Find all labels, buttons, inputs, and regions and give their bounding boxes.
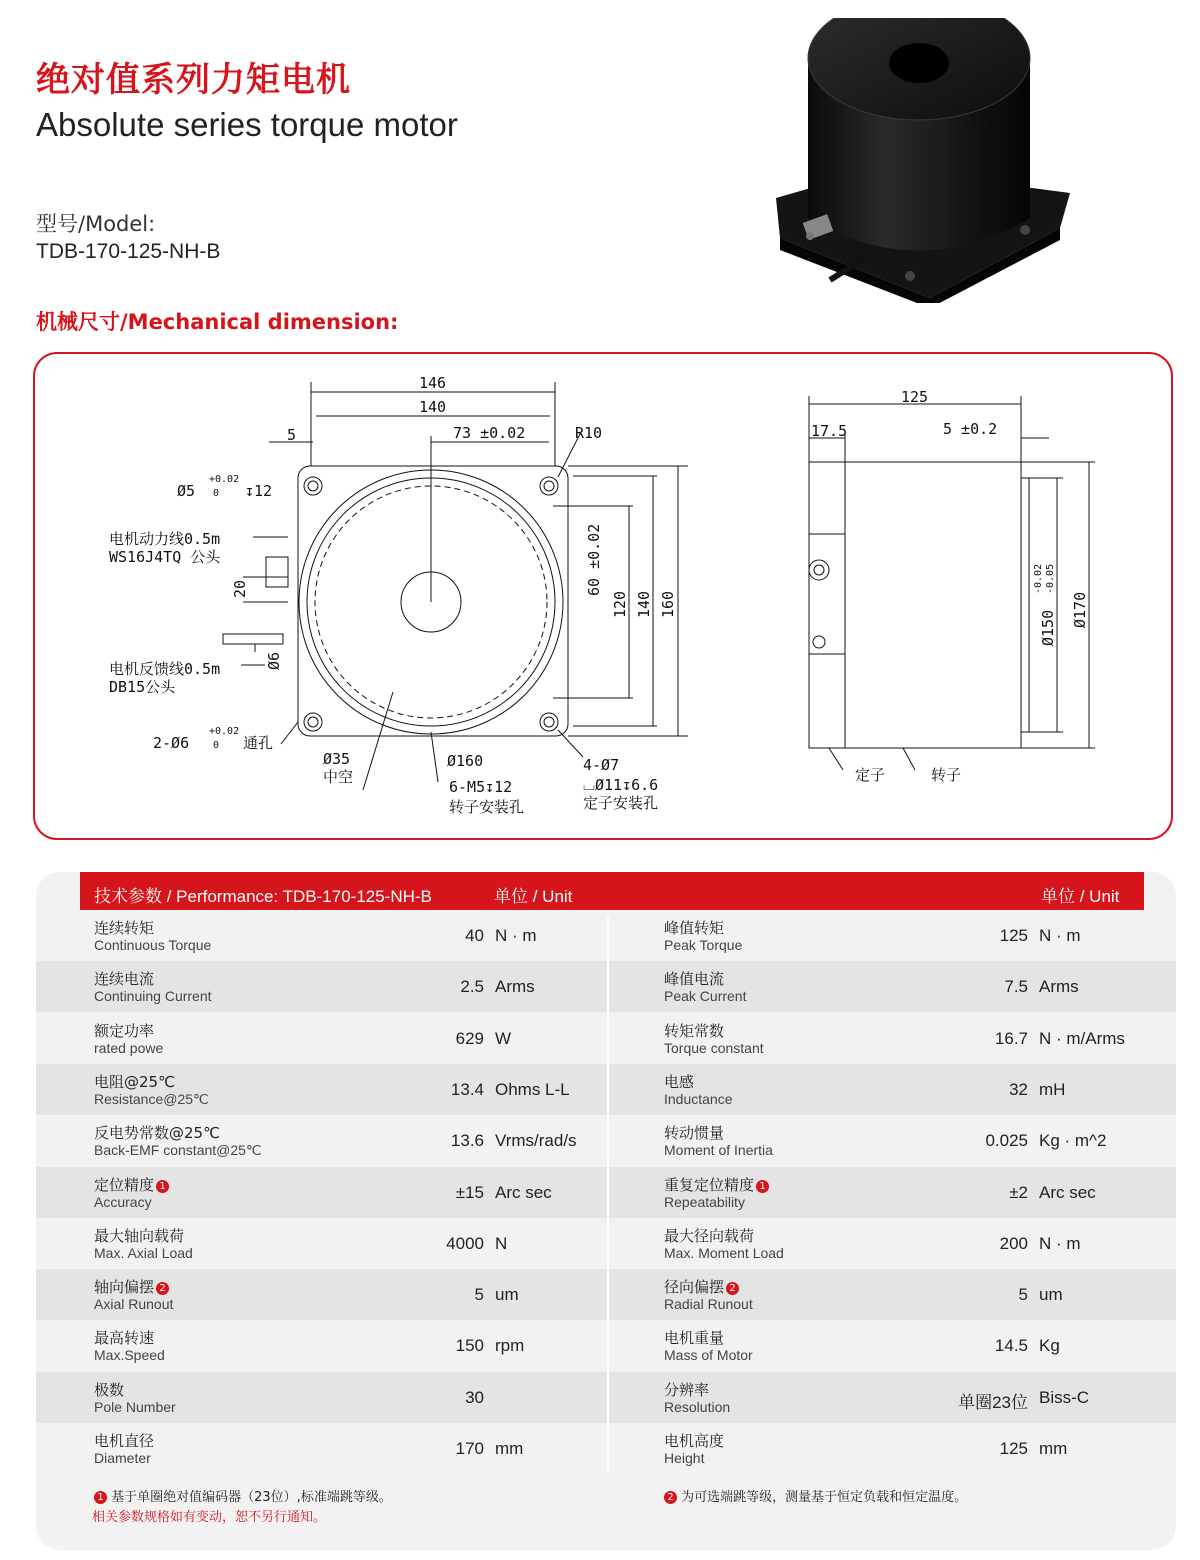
param-name-en-text: rated powe (94, 1039, 164, 1056)
param-value (908, 1029, 1028, 1049)
param-name-cn-text: 连续电流 (94, 970, 155, 989)
hole-phi5-depth: ↧12 (245, 482, 273, 500)
param-value (364, 1285, 484, 1305)
mechanical-drawing (33, 352, 1173, 840)
param-value-text: 5 (1018, 1285, 1028, 1305)
param-unit-text: Kg (1039, 1336, 1060, 1356)
param-value (364, 1183, 484, 1203)
footnote-2 (662, 1486, 967, 1505)
param-name-cn (664, 1327, 724, 1348)
hole-phi5-tol-top: +0.02 (209, 474, 240, 485)
dim-5-tol: 5 ±0.2 (943, 420, 998, 438)
table-row (36, 1115, 1176, 1166)
param-unit (1039, 1336, 1060, 1356)
param-name-en (94, 1347, 165, 1363)
dim-6: Ø6 (265, 651, 283, 670)
footnote-marker: 2 (726, 1282, 739, 1295)
param-name-cn-text: 最大径向载荷 (664, 1226, 755, 1245)
param-unit-text: Ohms L-L (495, 1079, 570, 1099)
footnote-marker: 1 (156, 1180, 169, 1193)
param-name-en (664, 1142, 773, 1158)
model-value: TDB-170-125-NH-B (36, 240, 221, 263)
param-name-en (664, 1450, 704, 1466)
table-row (36, 1013, 1176, 1064)
param-name-en-text: Max. Moment Load (664, 1244, 784, 1261)
table-row (36, 1372, 1176, 1423)
param-name-cn-text: 重复定位精度 (664, 1175, 755, 1194)
hollow-label: 中空 (323, 768, 354, 786)
param-name-cn (664, 1225, 754, 1246)
dim-140v: 140 (635, 590, 653, 618)
rotor-holes-spec: 6-M5↧12 (449, 778, 513, 796)
dim-5: 5 (287, 426, 297, 444)
footnote-1 (92, 1486, 392, 1505)
rotor-label: 转子 (931, 766, 962, 784)
performance-header-unit-right: 单位 / Unit (1041, 887, 1120, 906)
dim-r10: R10 (575, 424, 603, 442)
param-name-cn-text: 转动惯量 (664, 1124, 725, 1143)
param-name-en (94, 1194, 152, 1210)
param-name-cn (94, 1379, 124, 1400)
param-name-en (664, 1296, 753, 1312)
param-name-cn (664, 917, 724, 938)
performance-header (80, 872, 1144, 910)
param-name-cn (664, 968, 724, 989)
performance-header-unit-left: 单位 / Unit (494, 887, 573, 906)
feedback-cable-label: 电机反馈线0.5m (109, 660, 221, 678)
param-value-text: 13.6 (450, 1131, 484, 1151)
param-unit (1039, 1388, 1089, 1408)
param-value (908, 1131, 1028, 1151)
param-name-en (664, 988, 746, 1004)
param-value (908, 1388, 1028, 1413)
param-name-cn (664, 1020, 724, 1041)
param-name-en (664, 1040, 764, 1056)
param-unit-text: rpm (495, 1336, 525, 1356)
dim-146: 146 (419, 374, 447, 392)
param-name-en (94, 1142, 262, 1159)
param-value (908, 1234, 1028, 1254)
table-row (36, 1064, 1176, 1115)
param-name-cn-text: 连续转矩 (94, 919, 155, 937)
table-row (36, 1269, 1176, 1320)
table-row (36, 1423, 1176, 1474)
param-name-cn (664, 1174, 769, 1195)
param-name-cn (664, 1430, 724, 1451)
param-name-en-text: Axial Runout (94, 1296, 174, 1313)
param-name-cn (664, 1071, 694, 1092)
param-unit-text: mm (495, 1439, 524, 1458)
param-value-text: 32 (1009, 1079, 1028, 1099)
table-row (36, 1218, 1176, 1269)
param-name-en (664, 1399, 730, 1415)
dim-150-tol-bot: -0.05 (1045, 563, 1056, 594)
pin-hole-suffix: 通孔 (243, 734, 274, 752)
param-unit (495, 1029, 511, 1049)
dim-150: Ø150 (1039, 609, 1057, 646)
param-name-en-text: Height (664, 1450, 705, 1466)
param-name-cn (94, 917, 154, 938)
param-unit-text: Arms (495, 977, 535, 997)
footnote-marker: 2 (156, 1282, 169, 1295)
table-row (36, 1320, 1176, 1371)
param-name-cn (94, 1430, 154, 1451)
param-name-cn-text: 电阻@25℃ (94, 1072, 175, 1091)
param-unit (495, 1285, 519, 1305)
param-value-text: 200 (999, 1233, 1028, 1253)
power-cable-label: 电机动力线0.5m (109, 530, 221, 548)
param-value-text: 170 (455, 1439, 484, 1458)
param-value-text: 125 (999, 1439, 1028, 1458)
param-unit-text: N (495, 1233, 508, 1253)
param-name-en-text: Continuing Current (94, 988, 212, 1005)
dim-120: 120 (611, 590, 629, 618)
param-unit-text: Arc sec (1039, 1182, 1096, 1202)
rotor-holes-label: 转子安装孔 (449, 798, 525, 816)
footnote-2-badge: 2 (664, 1491, 677, 1504)
param-unit-text: W (495, 1028, 512, 1048)
performance-table (36, 872, 1176, 1550)
param-unit (1039, 1234, 1081, 1254)
param-value-text: 629 (455, 1028, 484, 1048)
footnote-disclaimer: 相关参数规格如有变动，恕不另行通知。 (92, 1510, 327, 1525)
param-name-cn-text: 电机重量 (664, 1329, 725, 1348)
param-value-text: 14.5 (994, 1336, 1028, 1356)
param-unit (1039, 1131, 1107, 1151)
param-name-cn-text: 电机高度 (664, 1432, 725, 1450)
param-unit (1039, 977, 1079, 997)
param-name-cn-text: 极数 (94, 1380, 125, 1399)
param-value-text: 7.5 (1004, 977, 1028, 997)
param-name-cn-text: 最大轴向载荷 (94, 1226, 185, 1245)
param-name-cn (94, 968, 154, 989)
param-name-cn-text: 最高转速 (94, 1329, 155, 1348)
param-name-en-text: Resistance@25℃ (94, 1090, 209, 1107)
param-name-en-text: Resolution (664, 1398, 731, 1415)
table-row (36, 1167, 1176, 1218)
dim-170: Ø170 (1071, 591, 1089, 628)
param-name-en-text: Inductance (664, 1090, 733, 1107)
param-value (364, 1388, 484, 1408)
param-name-cn-text: 定位精度 (94, 1175, 155, 1194)
param-value-text: 5 (474, 1285, 484, 1305)
param-name-cn-text: 转矩常数 (664, 1021, 725, 1040)
param-name-cn-text: 分辨率 (664, 1380, 710, 1399)
param-value (908, 1336, 1028, 1356)
param-unit-text: um (1039, 1285, 1063, 1305)
param-name-en (94, 1450, 151, 1466)
param-unit-text: um (495, 1285, 519, 1305)
param-value (364, 1029, 484, 1049)
dim-140: 140 (419, 398, 447, 416)
dim-20: 20 (231, 579, 249, 598)
param-name-cn-text: 峰值电流 (664, 970, 725, 989)
column-divider (607, 916, 609, 1472)
page-title-en: Absolute series torque motor (36, 106, 458, 143)
param-unit-text: mm (1039, 1439, 1068, 1458)
param-name-cn (664, 1122, 724, 1143)
footnote-marker: 1 (756, 1180, 769, 1193)
param-value (908, 977, 1028, 997)
param-name-en (94, 988, 212, 1004)
pin-hole: 2-Ø6 (153, 734, 190, 752)
param-unit (1039, 1183, 1096, 1203)
param-name-en-text: Max. Axial Load (94, 1244, 193, 1261)
param-unit (495, 1080, 570, 1100)
param-unit (1039, 1029, 1125, 1049)
param-value (908, 1183, 1028, 1203)
param-name-cn (94, 1020, 154, 1041)
param-name-en-text: Radial Runout (664, 1296, 753, 1313)
param-unit (495, 926, 537, 946)
pin-hole-tol-top: +0.02 (209, 726, 240, 737)
stator-holes-cbore: ⌴Ø11↧6.6 (583, 776, 659, 794)
param-name-cn (664, 1379, 709, 1400)
param-name-en-text: Diameter (94, 1450, 151, 1466)
param-name-en-text: Mass of Motor (664, 1347, 753, 1364)
param-name-cn-text: 电机直径 (94, 1432, 155, 1450)
param-unit (495, 1183, 552, 1203)
table-row (36, 910, 1176, 961)
param-value-text: 单圈23位 (958, 1392, 1028, 1412)
param-value-text: 125 (999, 926, 1028, 945)
table-row (36, 961, 1176, 1012)
power-cable-connector: WS16J4TQ 公头 (109, 548, 221, 566)
param-value (364, 1439, 484, 1459)
feedback-cable-connector: DB15公头 (109, 678, 176, 696)
param-name-cn (664, 1276, 739, 1297)
footnote-2-text: 为可选端跳等级，测量基于恒定负载和恒定温度。 (681, 1490, 968, 1505)
param-name-cn (94, 1174, 169, 1195)
param-unit (1039, 926, 1081, 946)
param-unit (495, 1439, 523, 1459)
param-value-text: 0.025 (985, 1131, 1028, 1151)
param-name-en-text: Max.Speed (94, 1347, 165, 1364)
param-name-cn (94, 1122, 220, 1143)
param-unit (1039, 1285, 1063, 1305)
param-unit (495, 1131, 577, 1151)
footnote-1-badge: 1 (94, 1491, 107, 1504)
dim-150-tol-top: -0.02 (1033, 563, 1044, 594)
mechanical-dimension-heading: 机械尺寸/Mechanical dimension: (36, 310, 399, 334)
param-name-en (94, 1091, 209, 1108)
param-value-text: 2.5 (460, 977, 484, 997)
param-name-cn (94, 1327, 154, 1348)
stator-label: 定子 (855, 766, 886, 784)
param-unit (495, 1336, 524, 1356)
dim-73: 73 ±0.02 (453, 424, 526, 442)
param-name-en-text: Repeatability (664, 1193, 745, 1210)
param-unit (495, 1234, 507, 1254)
param-name-cn (94, 1276, 169, 1297)
dim-60: 60 ±0.02 (585, 523, 603, 596)
param-value-text: 13.4 (450, 1079, 484, 1099)
param-unit-text: N · m (495, 926, 537, 945)
param-name-en (94, 937, 211, 953)
param-unit (1039, 1080, 1065, 1100)
param-name-cn (94, 1071, 175, 1092)
param-name-en (664, 1245, 784, 1261)
param-name-en (664, 1194, 745, 1210)
param-name-en (664, 1347, 753, 1363)
param-name-en (94, 1296, 173, 1312)
param-value (364, 1131, 484, 1151)
param-value (364, 1080, 484, 1100)
param-value (364, 977, 484, 997)
param-unit-text: Arc sec (495, 1182, 552, 1202)
param-unit-text: Vrms/rad/s (495, 1131, 577, 1151)
param-name-cn-text: 径向偏摆 (664, 1278, 725, 1297)
param-value-text: ±15 (455, 1182, 484, 1202)
param-unit-text: N · m (1039, 1233, 1081, 1253)
param-name-cn-text: 轴向偏摆 (94, 1278, 155, 1297)
param-unit-text: Biss-C (1039, 1387, 1090, 1407)
param-value (364, 1234, 484, 1254)
param-name-en-text: Peak Current (664, 988, 747, 1005)
param-name-cn-text: 峰值转矩 (664, 919, 725, 937)
param-name-cn (94, 1225, 184, 1246)
param-name-en (664, 1091, 733, 1107)
param-name-cn-text: 额定功率 (94, 1021, 155, 1040)
param-value-text: 16.7 (994, 1028, 1028, 1048)
pin-hole-tol-bot: 0 (213, 740, 220, 751)
param-value (908, 1080, 1028, 1100)
param-value (364, 1336, 484, 1356)
param-unit-text: mH (1039, 1079, 1066, 1099)
motor-product-image (770, 18, 1070, 303)
param-name-en-text: Continuous Torque (94, 937, 212, 953)
performance-header-title: 技术参数 / Performance: TDB-170-125-NH-B (94, 887, 432, 906)
param-unit-text: Arms (1039, 977, 1079, 997)
param-unit-text: Kg · m^2 (1039, 1131, 1107, 1151)
param-unit (1039, 1439, 1067, 1459)
dim-17-5: 17.5 (811, 422, 848, 440)
param-value (908, 926, 1028, 946)
param-unit-text: N · m/Arms (1039, 1028, 1125, 1048)
param-value-text: ±2 (1009, 1182, 1028, 1202)
dim-160-dia: Ø160 (447, 752, 484, 770)
param-name-en-text: Torque constant (664, 1039, 764, 1056)
param-name-en (94, 1040, 163, 1056)
footnote-1-text: 基于单圈绝对值编码器（23位）,标准端跳等级。 (111, 1490, 392, 1505)
stator-holes-label: 定子安装孔 (583, 794, 659, 812)
hole-phi5-tol-bot: 0 (213, 488, 220, 499)
param-unit (495, 977, 535, 997)
param-value-text: 150 (455, 1336, 484, 1356)
param-name-en-text: Pole Number (94, 1398, 176, 1415)
param-name-en-text: Moment of Inertia (664, 1142, 773, 1159)
param-name-en-text: Back-EMF constant@25℃ (94, 1142, 262, 1159)
model-label: 型号/Model: (36, 212, 156, 236)
hole-phi5: Ø5 (177, 482, 196, 500)
stator-holes-spec: 4-Ø7 (583, 756, 620, 774)
param-name-en-text: Peak Torque (664, 937, 743, 953)
hollow-dia: Ø35 (323, 750, 351, 768)
param-unit-text: N · m (1039, 926, 1081, 945)
dim-160v: 160 (659, 590, 677, 618)
param-value-text: 30 (465, 1387, 484, 1407)
param-value (908, 1285, 1028, 1305)
param-value-text: 40 (465, 926, 484, 945)
param-value (364, 926, 484, 946)
param-name-en-text: Accuracy (94, 1193, 152, 1210)
param-name-en (664, 937, 742, 953)
param-name-en (94, 1245, 193, 1261)
param-name-cn-text: 电感 (664, 1072, 695, 1091)
param-name-en (94, 1399, 176, 1415)
param-value-text: 4000 (446, 1233, 484, 1253)
param-value (908, 1439, 1028, 1459)
page-title-cn: 绝对值系列力矩电机 (36, 60, 351, 100)
param-name-cn-text: 反电势常数@25℃ (94, 1124, 220, 1143)
dim-125: 125 (901, 388, 929, 406)
